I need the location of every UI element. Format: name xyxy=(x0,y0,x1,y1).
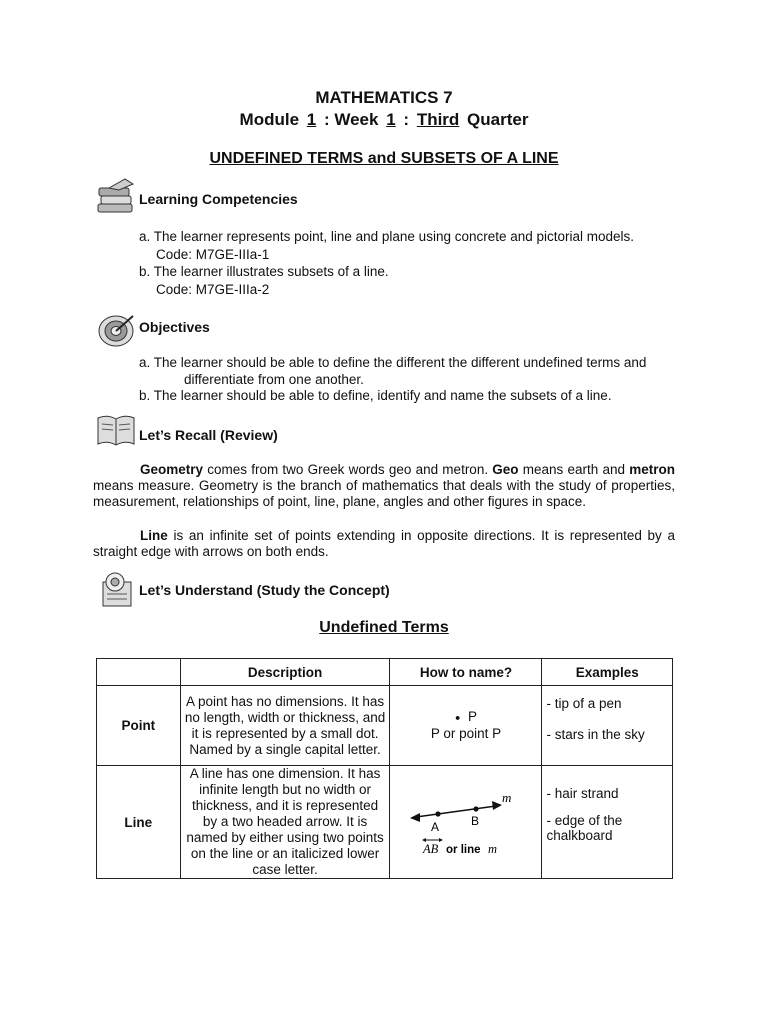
separator: : xyxy=(403,110,410,129)
recall-text-1: comes from two Greek words geo and metron. xyxy=(203,462,493,477)
term-point: Point xyxy=(97,686,181,766)
recall-text-2: means earth and xyxy=(518,462,630,477)
geometry-paragraph xyxy=(93,462,675,510)
objective-a: a. The learner should be able to define the different the different undefined terms and xyxy=(139,355,647,370)
point-label: P xyxy=(467,709,477,725)
target-icon xyxy=(95,310,137,350)
undefined-terms-heading: Undefined Terms xyxy=(319,619,449,636)
books-icon xyxy=(95,176,137,216)
objective-a-cont: differentiate from one another. xyxy=(184,371,364,387)
recall-text-3: means measure. Geometry is the branch of mathematics that deals with the study of properties, measurement, relationships of point, line, plane, angles and other figures in space. xyxy=(93,478,675,509)
competency-a-code: Code: M7GE-IIIa-1 xyxy=(156,246,270,262)
point-examples xyxy=(542,686,673,766)
understand-title: Let’s Understand (Study the Concept) xyxy=(139,582,390,598)
competencies-title: Learning Competencies xyxy=(139,191,298,207)
subject-title: MATHEMATICS 7 xyxy=(315,88,453,107)
point-example-2: - stars in the sky xyxy=(546,727,645,742)
line-paragraph xyxy=(93,528,675,560)
point-b-dot xyxy=(474,806,479,811)
term-geometry: Geometry xyxy=(140,462,204,477)
open-book-icon xyxy=(95,410,137,450)
table-row-point xyxy=(97,686,673,766)
objectives-list xyxy=(139,355,646,405)
objective-b: b. The learner should be able to define, identify and name the subsets of a line. xyxy=(139,388,612,403)
label-m: m xyxy=(502,789,512,805)
point-how-to-name xyxy=(390,686,542,766)
notation-or-line: or line xyxy=(446,843,481,856)
recall-title: Let’s Recall (Review) xyxy=(139,427,278,443)
competency-b: b. The learner illustrates subsets of a line. xyxy=(139,264,389,279)
module-number: 1 xyxy=(306,110,317,129)
point-description: A point has no dimensions. It has no length, width or thickness, and it is represented by a small dot. Named by a single capital letter. xyxy=(180,686,390,766)
table-row-line xyxy=(97,766,673,879)
empty-header-cell xyxy=(97,659,181,686)
term-line: Line xyxy=(97,766,181,879)
label-b: B xyxy=(471,813,480,828)
quarter-value: Third xyxy=(416,110,460,129)
objectives-title: Objectives xyxy=(139,319,210,335)
quarter-label: Quarter xyxy=(467,110,529,129)
line-diagram xyxy=(390,767,541,875)
ray-notation-right-head xyxy=(439,838,443,842)
point-dot: ● xyxy=(455,712,461,723)
module-label: Module xyxy=(239,110,300,129)
label-a: A xyxy=(431,819,440,834)
line-left-arrow xyxy=(410,813,420,822)
undefined-terms-table xyxy=(96,658,673,879)
line-description: A line has one dimension. It has infinite length but no width or thickness, and it is represented by a two headed arrow. It is named by either using two points on the line or an italicized lower case letter. xyxy=(180,766,390,879)
line-examples xyxy=(542,766,673,879)
line-how-to-name xyxy=(390,766,542,879)
term-metron: metron xyxy=(629,462,675,477)
week-number: 1 xyxy=(386,110,396,129)
notation-m: m xyxy=(488,841,498,856)
study-icon xyxy=(95,570,137,610)
line-segment xyxy=(416,806,496,817)
line-text: is an infinite set of points extending in opposite directions. It is represented by a straight edge with arrows on both ends. xyxy=(93,528,675,559)
table-header-row xyxy=(97,659,673,686)
term-line: Line xyxy=(140,528,168,543)
week-label: : Week xyxy=(323,110,379,129)
module-line xyxy=(0,110,768,130)
term-geo: Geo xyxy=(492,462,519,477)
header-description: Description xyxy=(180,659,390,686)
header-examples: Examples xyxy=(542,659,673,686)
competencies-list xyxy=(139,228,634,298)
line-right-arrow xyxy=(492,801,502,810)
notation-ab: AB xyxy=(423,841,439,856)
line-example-1: - hair strand xyxy=(546,786,619,801)
point-a-dot xyxy=(436,811,441,816)
competency-b-code: Code: M7GE-IIIa-2 xyxy=(156,281,270,297)
point-name-text: P or point P xyxy=(430,725,502,741)
point-example-1: - tip of a pen xyxy=(546,696,622,711)
competency-a: a. The learner represents point, line and plane using concrete and pictorial models. xyxy=(139,229,635,244)
line-example-2: - edge of the chalkboard xyxy=(546,813,623,843)
lesson-title: UNDEFINED TERMS and SUBSETS OF A LINE xyxy=(209,150,559,167)
header-how-to-name: How to name? xyxy=(390,659,542,686)
